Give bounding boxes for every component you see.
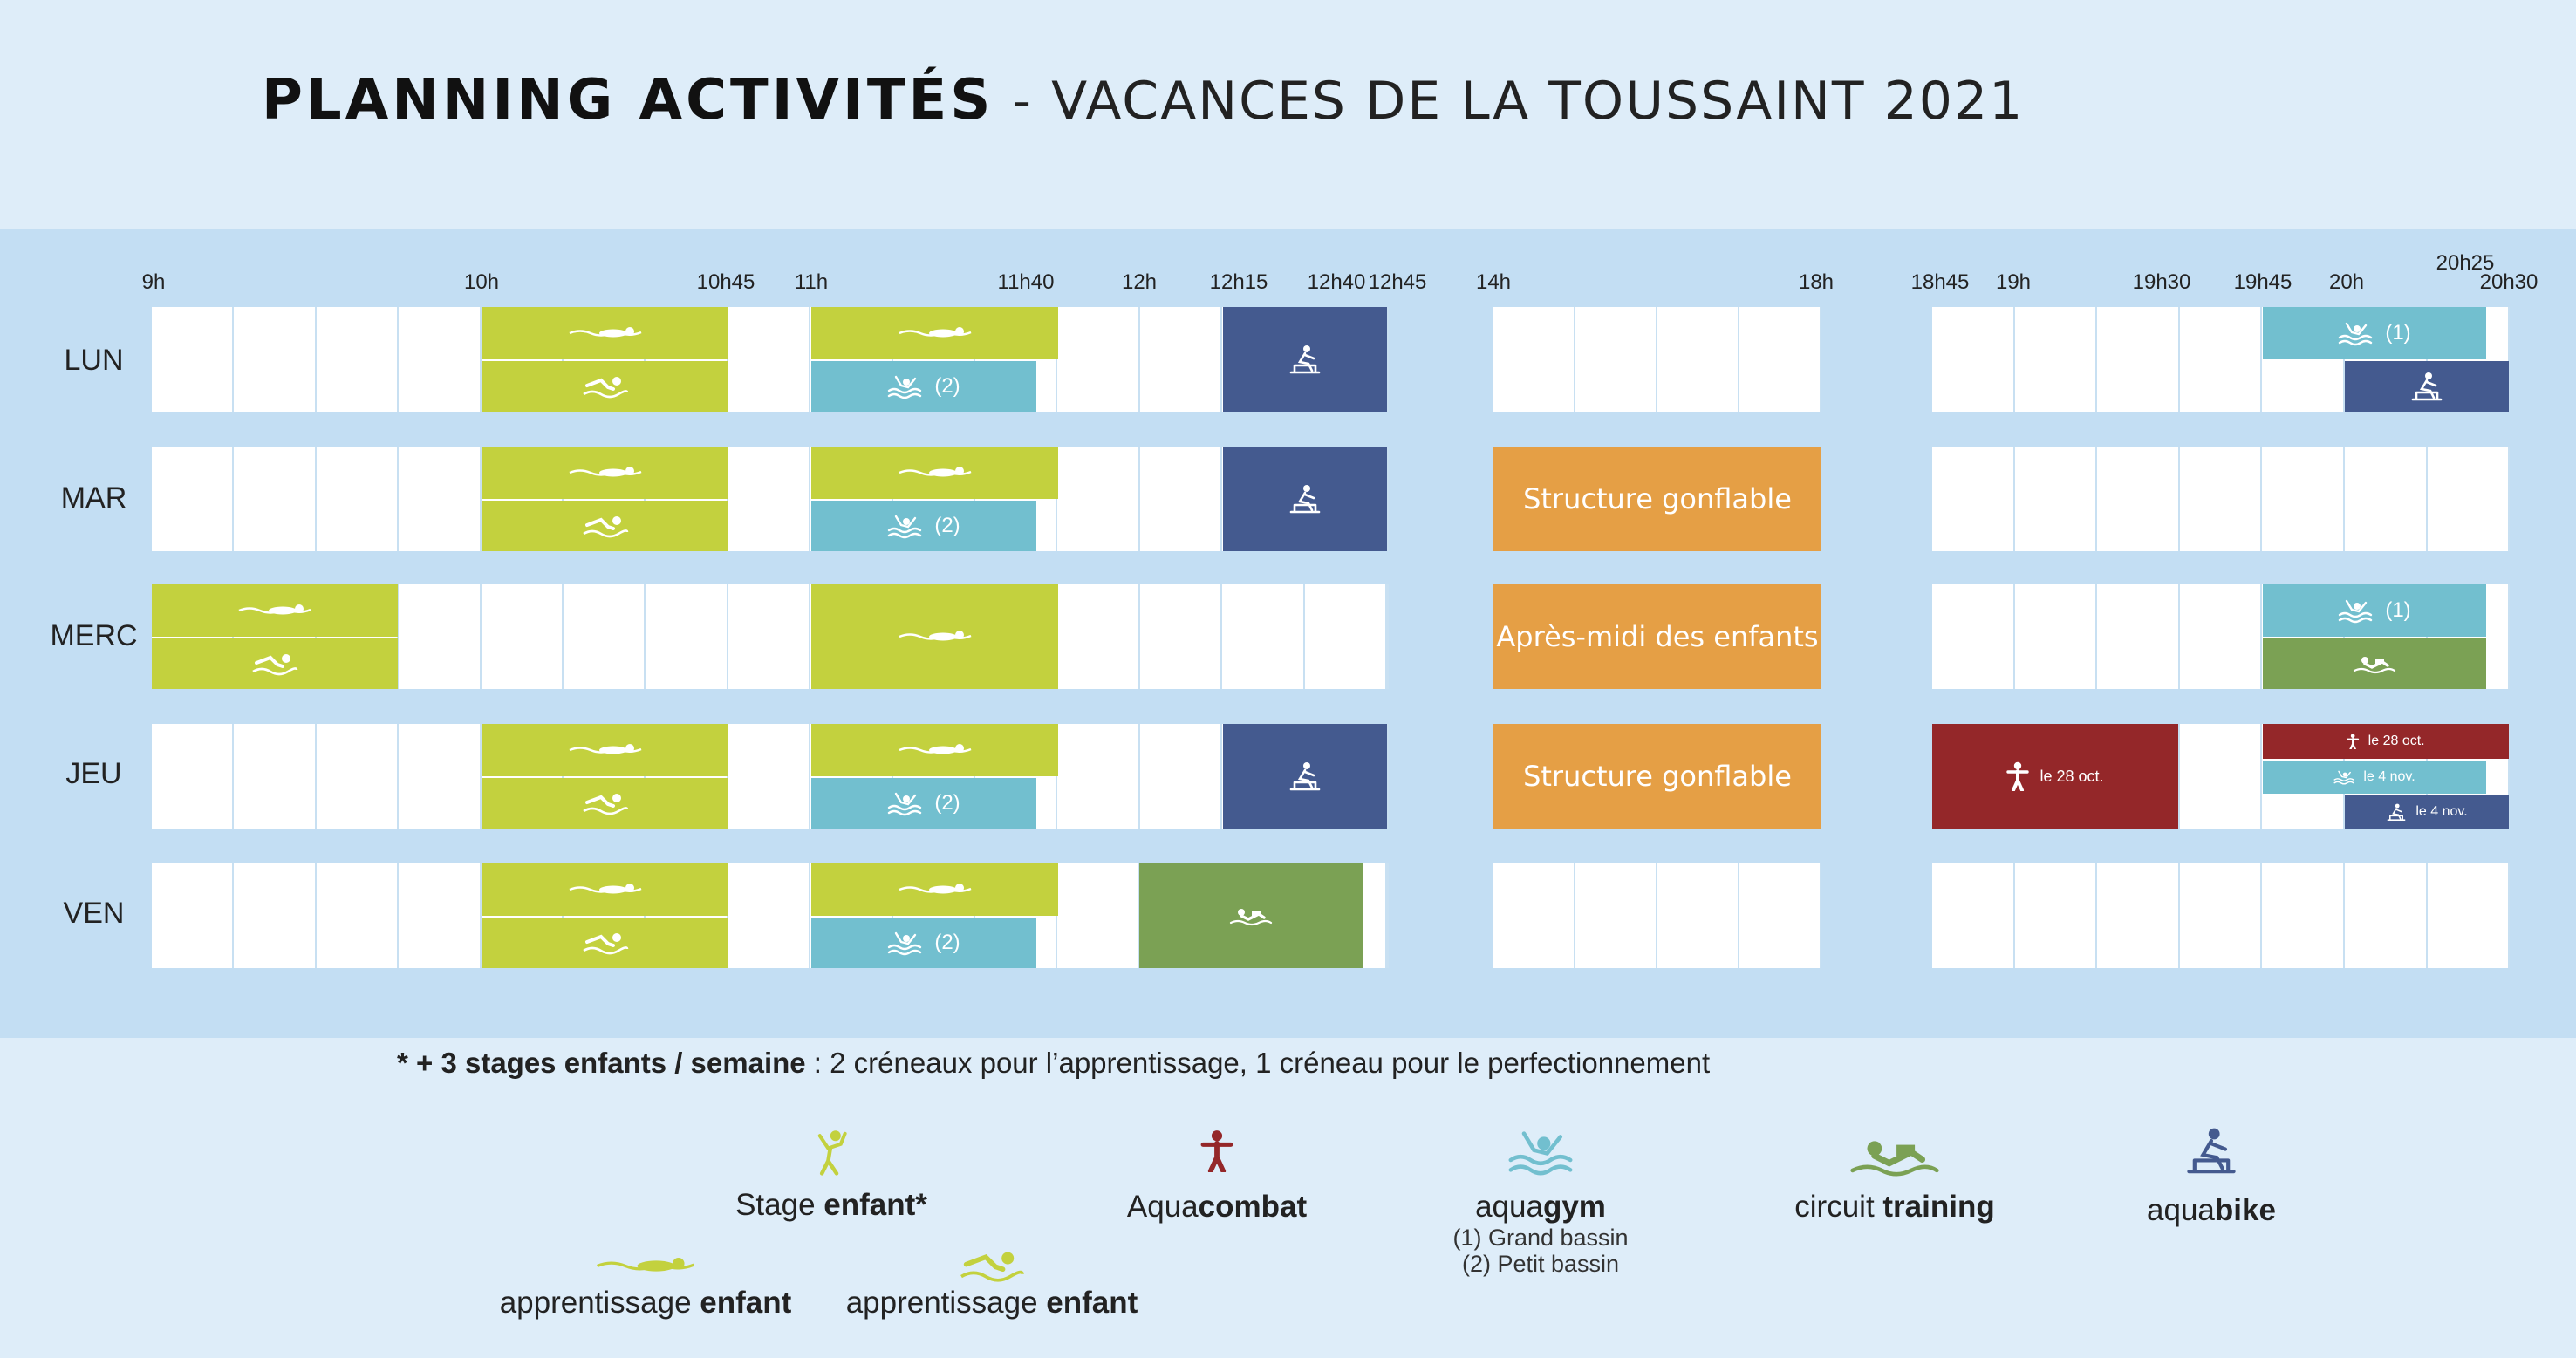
legend-stage-enfant (735, 1188, 927, 1223)
grid-cell (1932, 584, 2015, 689)
grid-cell (317, 447, 399, 551)
aquabike-icon (1288, 761, 1322, 791)
grid-cell (234, 863, 317, 968)
swim-crawl-icon (959, 1247, 1025, 1288)
tick-label: 20h25 (2436, 251, 2495, 275)
grid-cell (2180, 724, 2262, 829)
title-subtitle: - VACANCES DE LA TOUSSAINT 2021 (994, 71, 2025, 132)
tick-label: 18h45 (1910, 270, 1970, 294)
title-main: PLANNING ACTIVITÉS (262, 68, 994, 133)
swim-block (811, 724, 1058, 776)
swim-block (811, 584, 1058, 689)
grid-cell (1657, 307, 1739, 412)
legend-text: apprentissage (499, 1286, 700, 1320)
grid-cell (728, 307, 810, 412)
aquabike-icon (2183, 1127, 2239, 1178)
swim-block (811, 447, 1058, 499)
aquabike-icon (2409, 372, 2444, 401)
tick-label: 19h30 (2132, 270, 2191, 294)
grid-cell (728, 724, 810, 829)
grid-cell (2015, 447, 2097, 551)
aquagym-block (811, 501, 1036, 551)
day-label: LUN (64, 344, 124, 377)
grid-cell (399, 724, 482, 829)
legend-text: aqua (1475, 1190, 1543, 1224)
swim-underwater-icon (898, 324, 973, 342)
swim-block (811, 863, 1058, 916)
aquacombat-block (1932, 724, 2178, 829)
grid-cell (2015, 863, 2097, 968)
swim-block (482, 863, 728, 916)
tick-label: 20h30 (2479, 270, 2538, 294)
grid-cell (2180, 307, 2262, 412)
page-title (262, 68, 2024, 155)
grid-cell (1387, 724, 1389, 829)
grid-cell (2180, 584, 2262, 689)
stage-child-icon (816, 1129, 847, 1180)
grid-cell (2015, 307, 2097, 412)
day-label: MAR (60, 481, 127, 515)
grid-cell (234, 447, 317, 551)
date-label: le 28 oct. (2368, 734, 2425, 748)
grid-cell (1575, 307, 1657, 412)
pool-label: (2) (934, 374, 960, 398)
grid-cell (399, 307, 482, 412)
grid-cell (2097, 863, 2180, 968)
grid-cell (482, 584, 564, 689)
grid-cell (152, 447, 234, 551)
aquabike-icon (1288, 345, 1322, 374)
pool-label: (2) (934, 791, 960, 815)
grid-cell (2262, 447, 2345, 551)
circuit-training-block (1139, 863, 1363, 968)
swim-block (152, 584, 398, 637)
grid-cell (1932, 863, 2015, 968)
tick-label: 14h (1475, 270, 1512, 294)
grid-cell (2345, 447, 2428, 551)
grid-cell (1140, 584, 1222, 689)
swim-underwater-icon (568, 464, 643, 481)
aquabike-block (2345, 361, 2509, 412)
swim-block (482, 501, 728, 551)
grid-cell (646, 584, 728, 689)
grid-cell (1140, 307, 1222, 412)
aquabike-icon (2386, 803, 2407, 821)
grid-cell (2097, 447, 2180, 551)
tick-label: 20h (2328, 270, 2365, 294)
legend-text: Aqua (1126, 1190, 1199, 1224)
aquacombat-block (2263, 724, 2509, 759)
grid-cell (1932, 307, 2015, 412)
tick-label: 12h40 (1307, 270, 1366, 294)
legend-aquagym (1452, 1190, 1628, 1277)
aquagym-icon (1507, 1127, 1574, 1181)
grid-cell (2428, 447, 2510, 551)
date-label: le 4 nov. (2415, 804, 2468, 819)
swim-crawl-icon (582, 930, 629, 956)
aquagym-icon (2333, 769, 2354, 785)
date-label: le 28 oct. (2040, 767, 2104, 785)
swim-block (482, 361, 728, 412)
tick-label: 12h (1121, 270, 1158, 294)
swim-block (482, 447, 728, 499)
grid-cell (1387, 863, 1389, 968)
pool-label: (2) (934, 931, 960, 954)
swim-crawl-icon (251, 651, 298, 677)
swim-block (152, 638, 398, 689)
aquagym-block (2263, 761, 2486, 794)
aquabike-block (1223, 447, 1387, 551)
grid-cell (728, 863, 810, 968)
tick-label: 11h (794, 270, 829, 294)
aquagym-block (2263, 307, 2486, 359)
grid-cell (1222, 584, 1305, 689)
legend-text-bold: training (1882, 1190, 1995, 1224)
grid-cell (1493, 863, 1575, 968)
aquagym-block (811, 918, 1036, 968)
grid-cell (1140, 724, 1222, 829)
aquagym-block (811, 361, 1036, 412)
footnote-bold: * + 3 stages enfants / semaine (397, 1047, 806, 1079)
tick-label: 12h45 (1368, 270, 1427, 294)
legend-aquabike (2147, 1193, 2276, 1228)
grid-cell (1057, 447, 1140, 551)
grid-cell (564, 584, 646, 689)
grid-cell (399, 863, 482, 968)
aquagym-icon (887, 513, 922, 539)
grid-cell (1057, 724, 1140, 829)
aquabike-icon (1288, 484, 1322, 514)
date-label: le 4 nov. (2363, 769, 2415, 784)
swim-underwater-icon (568, 741, 643, 759)
legend-text: apprentissage (845, 1286, 1047, 1320)
grid-cell (1387, 584, 1389, 689)
grid-cell (2180, 863, 2262, 968)
legend-aquacombat (1127, 1190, 1307, 1225)
grid-cell (2345, 863, 2428, 968)
pool-label: (1) (2385, 321, 2411, 345)
legend-apprentissage-1 (500, 1286, 792, 1320)
swim-underwater-icon (568, 324, 643, 342)
tick-label: 10h (463, 270, 500, 294)
aquacombat-icon (2347, 734, 2359, 750)
grid-cell (2262, 863, 2345, 968)
tick-label: 11h40 (997, 270, 1055, 294)
swim-block (482, 778, 728, 829)
aquagym-icon (2338, 320, 2373, 346)
legend-text-bold: bike (2214, 1193, 2276, 1227)
swim-crawl-icon (582, 790, 629, 816)
grid-cell (1387, 447, 1389, 551)
grid-cell (1493, 307, 1575, 412)
grid-cell (1140, 447, 1222, 551)
aquacombat-icon (1200, 1129, 1233, 1177)
swim-underwater-icon (568, 881, 643, 898)
swim-underwater-icon (595, 1254, 696, 1282)
swim-underwater-icon (898, 741, 973, 759)
swim-block (482, 918, 728, 968)
grid-cell (234, 724, 317, 829)
tick-label: 12h15 (1209, 270, 1268, 294)
grid-cell (2015, 584, 2097, 689)
grid-cell (2428, 863, 2510, 968)
swim-block (482, 307, 728, 359)
swim-underwater-icon (898, 464, 973, 481)
legend-text-bold: enfant (1046, 1286, 1138, 1320)
swim-block (482, 724, 728, 776)
legend-text-bold: enfant* (823, 1188, 927, 1222)
aquagym-icon (887, 373, 922, 399)
day-label: JEU (65, 757, 122, 790)
circuit-training-icon (1229, 905, 1273, 926)
grid-cell (2180, 447, 2262, 551)
grid-cell (728, 584, 810, 689)
circuit-training-icon (2353, 653, 2396, 674)
swim-underwater-icon (898, 881, 973, 898)
aquacombat-icon (2006, 761, 2029, 791)
grid-cell (1057, 307, 1140, 412)
grid-cell (317, 307, 399, 412)
grid-cell (1575, 863, 1657, 968)
aquagym-icon (887, 790, 922, 816)
day-label: MERC (50, 619, 138, 652)
swim-underwater-icon (237, 602, 312, 619)
legend-text: aqua (2147, 1193, 2215, 1227)
aquagym-block (2263, 584, 2486, 637)
grid-cell (1739, 307, 1821, 412)
grid-cell (399, 584, 482, 689)
tick-label: 9h (141, 270, 166, 294)
structure-gonflable-block: Structure gonflable (1493, 724, 1821, 829)
swim-crawl-icon (582, 513, 629, 539)
pool-label: (2) (934, 514, 960, 537)
aquagym-block (811, 778, 1036, 829)
legend-apprentissage-2 (846, 1286, 1138, 1320)
tick-label: 19h (1995, 270, 2032, 294)
grid-cell (399, 447, 482, 551)
grid-cell (1932, 447, 2015, 551)
grid-cell (1057, 863, 1140, 968)
legend-text-bold: combat (1198, 1190, 1308, 1224)
apres-midi-enfants-block: Après-midi des enfants (1493, 584, 1821, 689)
grid-cell (1387, 307, 1389, 412)
aquagym-icon (2338, 597, 2373, 624)
circuit-training-block (2263, 638, 2486, 689)
swim-underwater-icon (898, 628, 973, 645)
grid-cell (152, 724, 234, 829)
aquabike-block (1223, 724, 1387, 829)
grid-cell (317, 863, 399, 968)
aquabike-block (1223, 307, 1387, 412)
aquabike-block (2345, 795, 2509, 829)
footnote-text: : 2 créneaux pour l’apprentissage, 1 créneau pour le perfectionnement (805, 1047, 1711, 1079)
swim-block (811, 307, 1058, 359)
grid-cell (1305, 584, 1387, 689)
structure-gonflable-block: Structure gonflable (1493, 447, 1821, 551)
legend-circuit-training (1794, 1190, 1994, 1225)
legend-text-bold: enfant (700, 1286, 792, 1320)
grid-cell (2097, 307, 2180, 412)
day-label: VEN (63, 897, 125, 930)
legend-text: circuit (1794, 1190, 1883, 1224)
grid-cell (317, 724, 399, 829)
grid-cell (1739, 863, 1821, 968)
legend-text-bold: gym (1542, 1190, 1606, 1224)
tick-label: 10h45 (696, 270, 755, 294)
grid-cell (152, 307, 234, 412)
circuit-training-icon (1849, 1134, 1941, 1182)
tick-label: 19h45 (2233, 270, 2292, 294)
footnote (397, 1047, 1710, 1080)
legend-note: (2) Petit bassin (1461, 1251, 1620, 1277)
legend-text: Stage (735, 1188, 824, 1222)
pool-label: (1) (2385, 598, 2411, 622)
tick-label: 18h (1798, 270, 1835, 294)
swim-crawl-icon (582, 373, 629, 399)
grid-cell (234, 307, 317, 412)
aquagym-icon (887, 930, 922, 956)
grid-cell (1057, 584, 1140, 689)
grid-cell (152, 863, 234, 968)
grid-cell (1657, 863, 1739, 968)
legend-note: (1) Grand bassin (1452, 1225, 1629, 1251)
grid-cell (2097, 584, 2180, 689)
grid-cell (728, 447, 810, 551)
